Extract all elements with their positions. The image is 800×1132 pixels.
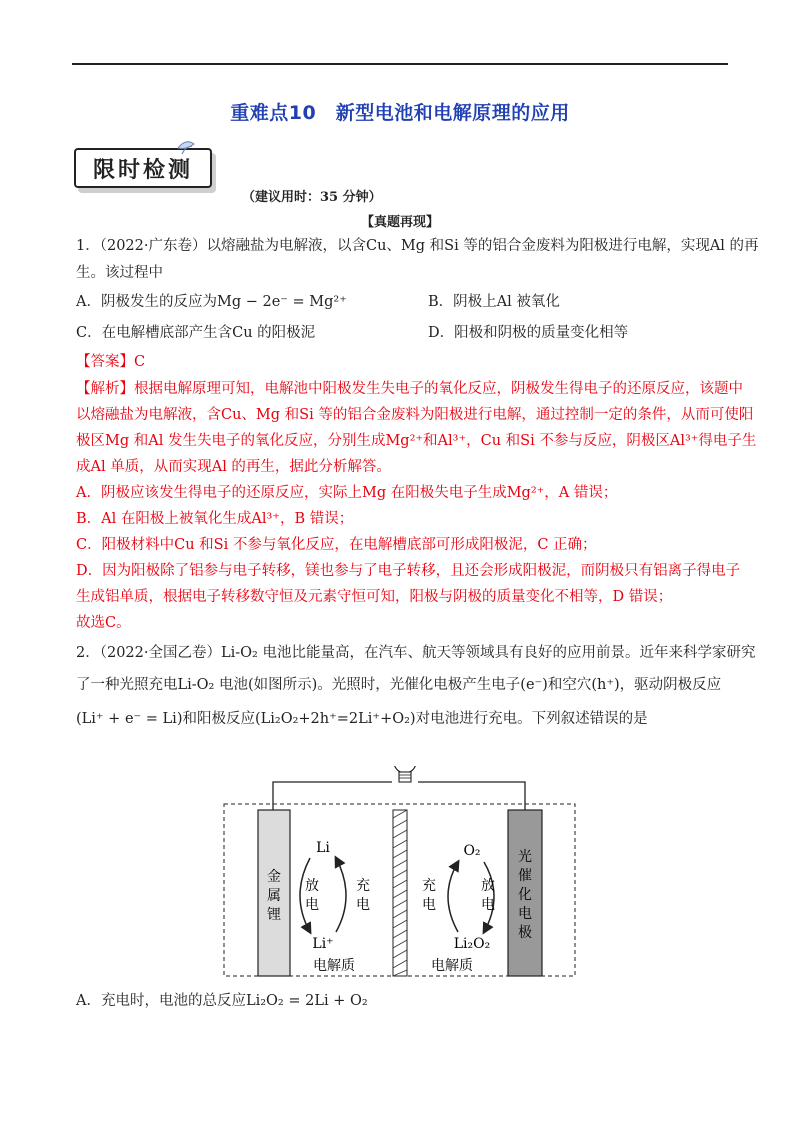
right-electrolyte-label: 电解质 (431, 958, 473, 974)
left-top-species: Li (316, 840, 330, 856)
left-discharge-char: 放 (305, 878, 319, 894)
charge-arrow-right (448, 862, 458, 932)
right-electrode-char: 电 (518, 906, 532, 922)
q1-analysis-line: 极区Mg 和Al 发生失电子的氧化反应，分别生成Mg²⁺和Al³⁺，Cu 和Si 不参与反应，阴极区Al³⁺得电子生 (76, 433, 757, 449)
q2-stem-line-1: 2．（2022·全国乙卷）Li-O₂ 电池比能量高，在汽车、航天等领域具有良好的应用前景。近年来科学家研究 (76, 645, 756, 661)
q1-option-d: D．阳极和阴极的质量变化相等 (428, 325, 629, 341)
ribbon-icon (176, 138, 196, 156)
q1-options-row-2 (76, 325, 738, 342)
q1-analysis-line: 以熔融盐为电解液，含Cu、Mg 和Si 等的铝合金废料为阳极进行电解，通过控制一定的条件，从而可使阳 (76, 407, 754, 423)
q1-analysis-line: 成Al 单质，从而实现Al 的再生，据此分析解答。 (76, 459, 391, 475)
right-electrode-char: 催 (518, 868, 532, 884)
charge-arrow-left (336, 858, 346, 932)
right-charge-char: 电 (422, 897, 436, 913)
right-charge-char: 充 (422, 878, 436, 894)
q1-option-c: C．在电解槽底部产生含Cu 的阳极泥 (76, 325, 316, 341)
q1-options-row-1 (76, 294, 738, 311)
right-electrode-char: 光 (518, 849, 532, 865)
q1-option-a: A．阴极发生的反应为Mg − 2e⁻ = Mg²⁺ (76, 294, 347, 310)
battery-diagram (222, 766, 582, 986)
q1-analysis-line: C．阳极材料中Cu 和Si 不参与氧化反应，在电解槽底部可形成阳极泥，C 正确； (76, 537, 597, 553)
left-bottom-species: Li⁺ (312, 936, 334, 952)
right-discharge-char: 电 (481, 897, 495, 913)
right-top-species: O₂ (463, 843, 481, 859)
q1-analysis-line: B．Al 在阳极上被氧化生成Al³⁺，B 错误； (76, 511, 354, 527)
left-discharge-char: 电 (305, 897, 319, 913)
q1-stem-line-1: 1．（2022·广东卷）以熔融盐为电解液，以含Cu、Mg 和Si 等的铝合金废料为阳极进行电解，实现Al 的再 (76, 238, 759, 254)
q1-analysis-line: D．因为阳极除了铝参与电子转移，镁也参与了电子转移，且还会形成阳极泥，而阴极只有铝离子得电子 (76, 563, 741, 579)
q1-analysis-line: 生成铝单质，根据电子转移数守恒及元素守恒可知，阳极与阴极的质量变化不相等，D 错误； (76, 589, 673, 605)
q2-stem-line-2: 了一种光照充电Li-O₂ 电池(如图所示)。光照时，光催化电极产生电子(e⁻)和空穴(h⁺)，驱动阴极反应 (76, 677, 722, 693)
left-electrode-char: 属 (267, 888, 281, 904)
right-electrode-char: 化 (518, 887, 532, 903)
left-charge-char: 电 (356, 897, 370, 913)
q1-stem-line-2: 生。该过程中 (76, 265, 163, 281)
top-rule (72, 63, 728, 65)
left-electrode-char: 金 (267, 869, 281, 885)
time-hint: （建议用时：35 分钟） (242, 190, 382, 205)
q2-stem-line-3: (Li⁺ + e⁻ = Li)和阳极反应(Li₂O₂+2h⁺=2Li⁺+O₂)对电池进行充电。下列叙述错误的是 (76, 711, 648, 727)
q2-option-a: A．充电时，电池的总反应Li₂O₂ = 2Li + O₂ (76, 993, 368, 1009)
right-discharge-char: 放 (481, 878, 495, 894)
bulb-icon (394, 766, 416, 782)
circuit-wire (273, 782, 392, 810)
right-electrode-char: 极 (518, 925, 532, 941)
page-title: 重难点10 新型电池和电解原理的应用 (230, 102, 570, 124)
q1-analysis-line: 【解析】根据电解原理可知，电解池中阳极发生失电子的氧化反应，阴极发生得电子的还原反应，该题中 (76, 381, 743, 397)
discharge-arrow-left (300, 858, 310, 932)
left-electrolyte-label: 电解质 (313, 958, 355, 974)
section-heading: 【真题再现】 (360, 215, 439, 230)
left-electrode-char: 锂 (267, 907, 281, 923)
left-charge-char: 充 (356, 878, 370, 894)
q1-answer: 【答案】C (76, 354, 146, 370)
q1-analysis-line: A．阴极应该发生得电子的还原反应，实际上Mg 在阳极失电子生成Mg²⁺，A 错误； (76, 485, 618, 501)
time-limit-badge: 限时检测 (74, 148, 212, 188)
circuit-wire (418, 782, 525, 810)
q1-option-b: B．阴极上Al 被氧化 (428, 294, 560, 310)
right-bottom-species: Li₂O₂ (453, 936, 491, 952)
q1-analysis-line: 故选C。 (76, 615, 131, 631)
